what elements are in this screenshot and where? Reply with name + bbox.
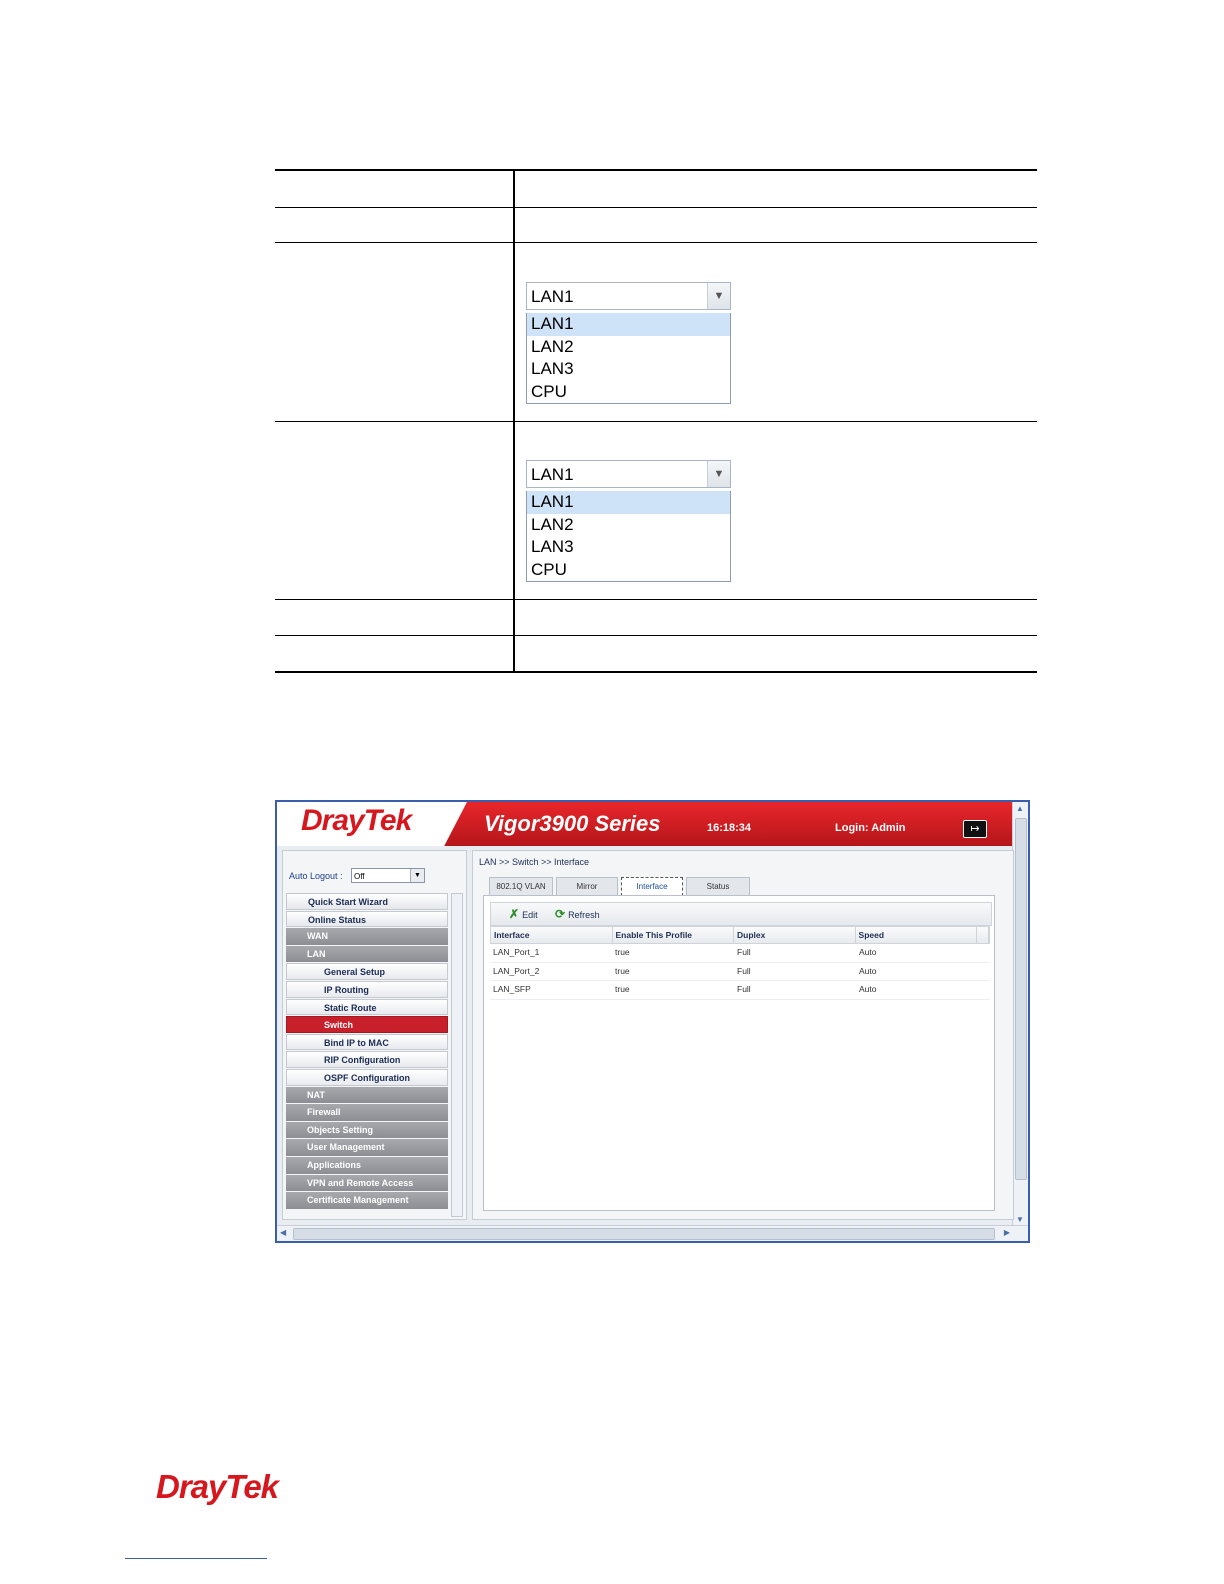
product-title: Vigor3900 Series [484,811,661,836]
column-menu[interactable] [977,927,989,943]
mirrored-port-dropdown[interactable] [526,460,731,582]
table-cell: Auto [859,947,877,957]
sidebar-item-general-setup[interactable]: General Setup [286,963,448,980]
sidebar-item-bind-ip-to-mac[interactable]: Bind IP to MAC [286,1034,448,1051]
scroll-up-icon[interactable]: ▲ [1016,804,1024,813]
header-banner [277,802,1013,846]
table-cell: true [615,984,630,994]
dropdown-option[interactable]: LAN1 [527,313,730,336]
horizontal-scrollbar[interactable] [277,1225,1028,1241]
table-rule [275,242,1037,243]
dropdown-selected[interactable] [526,282,731,310]
table-cell: Full [737,984,751,994]
login-status: Login: Admin [835,822,906,834]
sidebar-item-switch[interactable]: Switch [286,1016,448,1033]
column-header[interactable]: Speed [856,927,978,943]
scroll-thumb[interactable] [293,1228,995,1240]
table-cell: true [615,947,630,957]
table-rule [275,635,1037,636]
sidebar-item-rip-configuration[interactable]: RIP Configuration [286,1051,448,1068]
interface-panel [483,895,995,1211]
dropdown-options [526,491,731,582]
dropdown-selected-value: LAN1 [531,465,574,484]
table-divider [513,170,515,672]
sidebar-item-ospf-configuration[interactable]: OSPF Configuration [286,1069,448,1086]
dropdown-option[interactable]: LAN2 [531,336,574,356]
breadcrumb: LAN >> Switch >> Interface [479,857,590,867]
refresh-icon: ⟳ [555,907,566,921]
vertical-scrollbar[interactable] [1012,802,1028,1226]
dropdown-option[interactable]: LAN3 [531,359,574,378]
table-cell: Auto [859,965,877,976]
chevron-down-icon[interactable]: ▼ [707,461,730,487]
sidebar-item-quick-start-wizard[interactable]: Quick Start Wizard [286,893,448,910]
sidebar-menu [286,893,448,1210]
scroll-thumb[interactable] [1015,818,1027,1180]
sidebar-item-firewall[interactable]: Firewall [286,1104,448,1121]
sidebar-item-ip-routing[interactable]: IP Routing [286,981,448,998]
sidebar-item-nat[interactable]: NAT [286,1087,448,1104]
table-row[interactable] [490,963,990,982]
tab-8021q-vlan[interactable]: 802.1Q VLAN [489,877,553,895]
table-row[interactable] [490,981,990,1000]
sidebar-item-static-route[interactable]: Static Route [286,999,448,1016]
table-header [490,926,990,944]
dropdown-option[interactable]: LAN1 [527,491,730,514]
toolbar [490,902,992,926]
scroll-left-icon[interactable]: ◀ [280,1228,287,1237]
sidebar-item-objects-setting[interactable]: Objects Setting [286,1122,448,1139]
auto-logout-select[interactable] [351,868,425,883]
dropdown-option[interactable]: CPU [531,559,567,579]
interface-table [490,926,990,1000]
table-cell: Full [737,947,751,957]
clock: 16:18:34 [707,822,752,834]
column-header[interactable]: Enable This Profile [613,927,735,943]
table-rule [275,207,1037,208]
tab-status[interactable]: Status [686,877,750,895]
table-rule [275,421,1037,422]
edit-icon: ✗ [509,907,520,921]
sidebar-item-wan[interactable]: WAN [286,928,448,945]
tab-mirror[interactable]: Mirror [556,877,618,895]
scroll-right-icon[interactable]: ▶ [1003,1228,1010,1237]
router-web-ui-screenshot [275,800,1030,1243]
column-header[interactable]: Duplex [734,927,856,943]
table-row[interactable] [490,944,990,963]
table-rule [275,599,1037,600]
table-rule [275,169,1037,171]
auto-logout-label: Auto Logout : [289,871,343,881]
dropdown-option[interactable]: LAN2 [531,514,574,534]
table-cell: LAN_Port_1 [493,947,540,957]
dropdown-options [526,313,731,404]
scroll-down-icon[interactable]: ▼ [1016,1215,1024,1224]
dropdown-selected[interactable] [526,460,731,488]
sidebar [282,850,467,1220]
edit-label: Edit [522,910,538,920]
sidebar-item-vpn-and-remote-access[interactable]: VPN and Remote Access [286,1175,448,1192]
dropdown-option[interactable]: CPU [531,381,567,401]
table-cell: Auto [859,984,877,994]
table-cell: Full [737,965,751,976]
sidebar-item-user-management[interactable]: User Management [286,1139,448,1156]
column-header[interactable]: Interface [491,927,613,943]
table-cell: LAN_SFP [493,984,531,994]
table-body [490,944,990,1000]
main-content [472,850,1014,1220]
table-cell: LAN_Port_2 [493,965,540,976]
chevron-down-icon[interactable]: ▼ [707,283,730,309]
refresh-button[interactable] [555,907,600,921]
footer-brand-logo: DrayTek [156,1468,279,1505]
logout-icon[interactable]: ↦ [963,820,987,838]
sidebar-item-lan[interactable]: LAN [286,946,448,963]
chevron-down-icon[interactable]: ▼ [410,869,424,882]
sidebar-item-certificate-management[interactable]: Certificate Management [286,1192,448,1209]
table-rule [275,671,1037,673]
brand-logo: DrayTek [301,804,412,837]
dropdown-option[interactable]: LAN3 [531,537,574,556]
dropdown-selected-value: LAN1 [531,287,574,306]
tab-bar [489,877,753,896]
sidebar-scrollbar[interactable] [451,893,463,1217]
footer-rule [125,1558,267,1559]
tab-interface[interactable]: Interface [621,877,683,896]
auto-logout-value: Off [354,872,365,881]
mirror-port-dropdown[interactable] [526,282,731,404]
refresh-label: Refresh [568,910,600,920]
sidebar-item-online-status[interactable]: Online Status [286,911,448,928]
edit-button[interactable] [509,907,538,921]
sidebar-item-applications[interactable]: Applications [286,1157,448,1174]
table-cell: true [615,965,630,976]
